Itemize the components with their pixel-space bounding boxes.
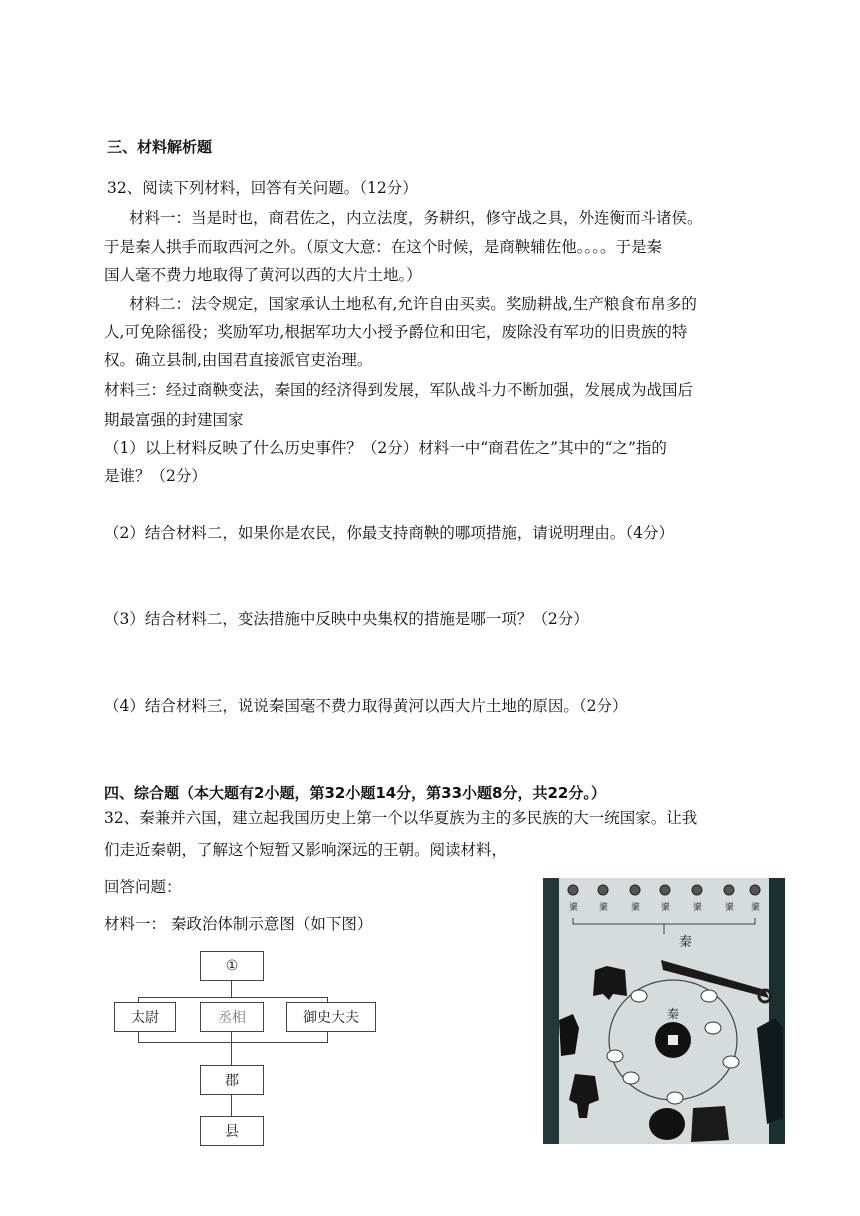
section4-q32-line1: 32、秦兼并六国，建立起我国历史上第一个以华夏族为主的多民族的大一统国家。让我 — [104, 809, 698, 827]
svg-text:䆃: 䆃 — [693, 903, 703, 913]
section4-q32-line3: 回答问题： — [104, 878, 182, 896]
q32-title: 32、阅读下列材料，回答有关问题。（12分） — [107, 179, 418, 197]
photo-top-label: 秦 — [679, 935, 693, 950]
question1-line1: （1）以上材料反映了什么历史事件？（2分）材料一中“商君佐之”其中的“之”指的 — [104, 439, 667, 457]
svg-text:䆃: 䆃 — [725, 903, 735, 913]
question2: （2）结合材料二，如果你是农民，你最支持商鞅的哪项措施，请说明理由。（4分） — [104, 524, 674, 542]
material2-line3: 权。确立县制,由国君直接派官吏治理。 — [104, 351, 373, 369]
svg-text:䆃: 䆃 — [751, 903, 761, 913]
section4-heading: 四、综合题（本大题有2小题，第32小题14分，第33小题8分，共22分。） — [104, 784, 606, 802]
photo-center-label: 秦 — [667, 1007, 680, 1021]
diagram-connector — [138, 997, 328, 998]
material3-line2: 期最富强的封建国家 — [104, 411, 244, 429]
svg-text:䆃: 䆃 — [599, 903, 609, 913]
photo-illustration — [543, 878, 785, 1144]
diagram-connector — [138, 1042, 328, 1043]
diagram-connector — [231, 1094, 232, 1116]
question4: （4）结合材料三，说说秦国毫不费力取得黄河以西大片土地的原因。（2分） — [104, 697, 628, 715]
svg-text:䆃: 䆃 — [631, 903, 641, 913]
diagram-box-taiwei: 太尉 — [114, 1002, 176, 1032]
question3: （3）结合材料二，变法措施中反映中央集权的措施是哪一项？（2分） — [104, 610, 589, 628]
question1-line2: 是谁？（2分） — [104, 467, 207, 485]
material1-line2: 于是秦人拱手而取西河之外。（原文大意：在这个时候，是商鞅辅佐他。。。。于是秦 — [104, 238, 663, 256]
diagram-box-emperor: ① — [200, 951, 264, 981]
material2-line1: 材料二：法令规定，国家承认土地私有,允许自由买卖。奖励耕战,生产粮食布帛多的 — [129, 295, 697, 313]
svg-text:䆃: 䆃 — [661, 903, 671, 913]
material1-line1: 材料一：当是时也，商君佐之，内立法度，务耕织，修守战之具，外连衡而斗诸侯。 — [129, 209, 703, 227]
section4-q32-line2: 们走近秦朝，了解这个短暂又影响深远的王朝。阅读材料， — [104, 841, 508, 859]
material1-line3: 国人毫不费力地取得了黄河以西的大片土地。） — [104, 266, 422, 284]
diagram-box-xian: 县 — [200, 1116, 264, 1146]
diagram-box-yushidafu: 御史大夫 — [286, 1002, 376, 1032]
material3-line1: 材料三：经过商鞅变法，秦国的经济得到发展，军队战斗力不断加强，发展成为战国后 — [104, 381, 694, 399]
material1-caption: 材料一： 秦政治体制示意图（如下图） — [104, 915, 373, 933]
svg-text:䆃: 䆃 — [569, 903, 579, 913]
diagram-connector — [231, 980, 232, 998]
diagram-box-jun: 郡 — [200, 1065, 264, 1095]
material2-line2: 人,可免除徭役；奖励军功,根据军功大小授予爵位和田宅，废除没有军功的旧贵族的特 — [104, 323, 688, 341]
section3-heading: 三、材料解析题 — [107, 138, 213, 156]
diagram-connector — [231, 1031, 232, 1065]
qin-unification-photo — [543, 878, 785, 1144]
diagram-box-chengxiang: 丞相 — [200, 1002, 264, 1032]
